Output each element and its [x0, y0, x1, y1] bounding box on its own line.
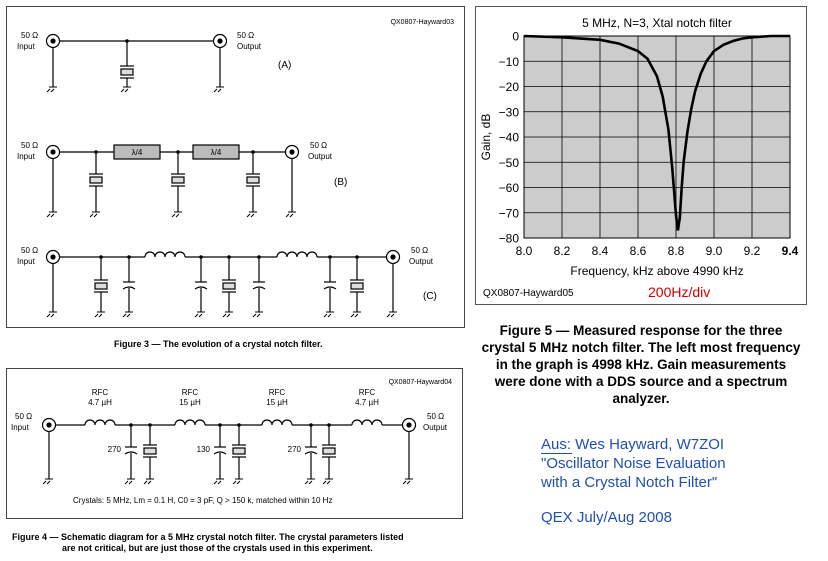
fig3-a-out-label: Output — [237, 42, 262, 51]
y-tick-label: −40 — [498, 130, 519, 145]
figure-4-caption-line-2: are not critical, but are just those of the crystals used in this experiment. — [62, 543, 373, 553]
figure-4-schematic — [7, 369, 462, 518]
figure-3-schematic — [7, 7, 464, 327]
fig3-b-in-value: 50 Ω — [21, 141, 39, 150]
y-tick-label: −80 — [498, 231, 519, 246]
fig3-c-in-value: 50 Ω — [21, 246, 39, 255]
x-tick-label: 8.4 — [591, 244, 609, 258]
fig3-a-out-value: 50 Ω — [237, 31, 255, 40]
fig4-rfc2-label: RFC — [181, 388, 199, 397]
fig3-quarter-wave-1: λ/4 — [131, 148, 143, 157]
x-tick-label: 8.0 — [515, 244, 533, 258]
fig3-tag: QX0807-Hayward03 — [390, 19, 454, 26]
fig3-c-out-value: 50 Ω — [411, 246, 429, 255]
figure-3-caption: Figure 3 — The evolution of a crystal notch filter. — [114, 339, 323, 349]
fig3-b-in-label: Input — [17, 152, 35, 161]
scale-note: 200Hz/div — [648, 284, 711, 300]
fig4-rfc3-label: RFC — [268, 388, 286, 397]
y-axis-label: Gain, dB — [479, 113, 493, 161]
fig4-rfc3-value: 15 µH — [266, 398, 288, 407]
fig4-rfc1-label: RFC — [91, 388, 109, 397]
y-tick-label: −30 — [498, 105, 519, 120]
fig4-rfc1-value: 4.7 µH — [88, 398, 112, 407]
y-tick-label: −10 — [498, 54, 519, 69]
fig3-label-c: (C) — [423, 291, 437, 302]
fig4-in-value: 50 Ω — [15, 412, 33, 421]
reference-author: Aus: Wes Hayward, W7ZOI — [541, 436, 725, 453]
y-tick-label: −70 — [498, 206, 519, 221]
fig4-cap2-value: 130 — [196, 445, 210, 454]
fig3-a-in-value: 50 Ω — [21, 31, 39, 40]
x-tick-labels — [516, 244, 799, 258]
chart-title: 5 MHz, N=3, Xtal notch filter — [582, 16, 732, 30]
figure-5-chart — [476, 7, 806, 304]
fig4-in-label: Input — [11, 423, 29, 432]
fig4-cap1-value: 270 — [107, 445, 121, 454]
y-tick-label: −60 — [498, 181, 519, 195]
figure-5-panel — [475, 6, 807, 305]
fig4-rfc4-value: 4.7 µH — [355, 398, 379, 407]
y-tick-label: −50 — [498, 155, 519, 170]
fig4-out-label: Output — [423, 423, 448, 432]
figure-3-panel — [6, 6, 465, 328]
fig4-rfc4-label: RFC — [358, 388, 376, 397]
fig4-tag: QX0807-Hayward04 — [388, 379, 452, 386]
reference-aus-underline — [541, 453, 572, 454]
y-tick-labels — [499, 30, 520, 246]
figure-4-panel — [6, 368, 463, 519]
fig4-cap3-value: 270 — [287, 445, 301, 454]
x-tick-label: 9.4 — [781, 244, 799, 258]
fig3-b-out-value: 50 Ω — [310, 141, 328, 150]
fig3-c-in-label: Input — [17, 257, 35, 266]
fig3-a-in-label: Input — [17, 42, 35, 51]
y-tick-label: −20 — [498, 80, 519, 94]
fig3-c-out-label: Output — [409, 257, 434, 266]
reference-title-line-1: "Oscillator Noise Evaluation — [541, 455, 726, 472]
x-tick-label: 8.2 — [553, 244, 571, 258]
x-tick-label: 8.6 — [629, 244, 647, 258]
fig5-tag: QX0807-Hayward05 — [483, 288, 574, 299]
fig4-crystals-note: Crystals: 5 MHz, Lm = 0.1 H, C0 = 3 pF, Q > 150 k, matched within 10 Hz — [73, 496, 333, 505]
fig4-out-value: 50 Ω — [427, 412, 445, 421]
x-tick-label: 8.8 — [667, 244, 685, 258]
fig4-rfc2-value: 15 µH — [179, 398, 201, 407]
x-tick-label: 9.2 — [743, 244, 761, 258]
y-tick-label: 0 — [512, 29, 519, 44]
fig3-label-b: (B) — [334, 177, 348, 188]
fig3-quarter-wave-2: λ/4 — [210, 148, 222, 157]
figure-5-caption: Figure 5 — Measured response for the three crystal 5 MHz notch filter. The left most frequency in the graph is 4998 kHz. Gain measurements were done with a DDS source and a spectrum analyzer. — [481, 323, 801, 406]
reference-title-line-2: with a Crystal Notch Filter" — [541, 474, 718, 491]
x-axis-label: Frequency, kHz above 4990 kHz — [570, 264, 744, 278]
figure-4-caption-line-1: Figure 4 — Schematic diagram for a 5 MHz crystal notch filter. The crystal parameters listed — [12, 532, 404, 542]
reference-publication: QEX July/Aug 2008 — [541, 509, 672, 526]
x-tick-label: 9.0 — [705, 244, 723, 258]
fig3-label-a: (A) — [278, 60, 292, 71]
fig3-b-out-label: Output — [308, 152, 333, 161]
